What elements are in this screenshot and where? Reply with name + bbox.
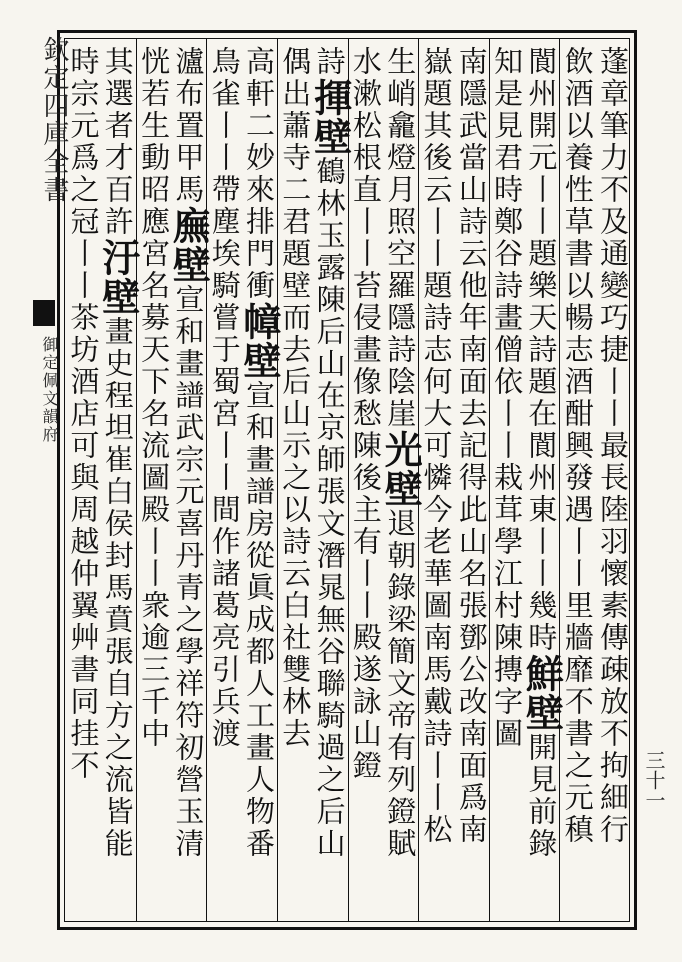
text-segment: 瀘布置甲馬	[171, 46, 206, 206]
text-column	[490, 46, 523, 750]
text-column	[307, 46, 353, 860]
entry-heading: 汙	[95, 238, 141, 277]
text-column	[207, 46, 240, 750]
sub-title: 御定佩文韻府	[40, 336, 59, 444]
text-column	[66, 46, 99, 782]
text-segment: 鶴林玉露陳后山在京師張文潛晁無谷聯騎過之后山	[312, 156, 347, 860]
entry-heading: 廡	[166, 206, 212, 245]
entry-heading: 壁	[378, 469, 424, 508]
entry-heading: 光	[378, 430, 424, 469]
text-segment: 蓬章筆力不及通變巧捷丨丨最長陸羽懷素傳疎放不拘細行	[595, 46, 630, 846]
text-segment: 恍若生動	[137, 46, 172, 174]
entry-heading: 壁	[519, 693, 565, 732]
entry-heading: 鮮	[519, 654, 565, 693]
text-segment: 閬州開元丨丨題樂天詩題在閬州東丨丨幾時	[524, 46, 559, 654]
text-column	[95, 46, 141, 860]
text-column	[419, 46, 452, 846]
text-segment: 宣和畫譜房從眞成都人工畫人物番	[241, 380, 276, 860]
entry-heading: 壁	[236, 341, 282, 380]
text-segment: 畫史程坦崔白侯封馬賁張自方之流皆能	[100, 316, 135, 860]
fishtail-mark	[33, 300, 55, 326]
text-column	[596, 46, 629, 846]
entry-heading: 壁	[166, 245, 212, 284]
text-segment: 詩	[312, 46, 347, 78]
text-segment: 偶出蕭寺二君題壁而去后山示之以詩云白社雙林去	[278, 46, 313, 750]
text-column	[560, 46, 593, 846]
text-segment: 水漱松根直丨丨苔侵畫像愁	[348, 46, 383, 430]
text-column	[378, 46, 424, 860]
text-segment: 昭應宮名募天下名流圖殿丨丨衆逾三千中	[137, 174, 172, 750]
text-column	[137, 46, 170, 750]
entry-heading: 壁	[95, 277, 141, 316]
text-segment: 騎嘗于蜀宮丨丨間作諸葛亮引兵渡	[207, 270, 242, 750]
text-segment: 宣和畫譜武宗元喜丹青之學祥符初營玉清	[171, 284, 206, 860]
page-number: 三十一	[642, 750, 666, 810]
text-column	[455, 46, 488, 846]
text-column	[519, 46, 565, 860]
text-column	[278, 46, 311, 750]
text-segment: 知是見君時鄭谷詩畫僧依丨丨栽茸學江村	[490, 46, 525, 622]
entry-heading: 壁	[307, 117, 353, 156]
text-segment: 開見前錄	[524, 732, 559, 860]
text-segment: 南隱武當山詩云他年南面去記得此山名張鄧公改南面爲南	[454, 46, 489, 846]
text-segment: 陳後主有丨丨殿遂詠山鐙	[348, 430, 383, 782]
text-segment: 陳摶字圖	[490, 622, 525, 750]
text-segment: 嶽題其後云丨丨題詩志何大可憐今老華圖南馬戴詩丨丨松	[419, 46, 454, 846]
text-segment: 飲酒以養性草書以暢志酒酣興發遇丨丨里牆靡不書之元稹	[560, 46, 595, 846]
entry-heading: 幛	[236, 302, 282, 341]
text-segment: 鳥雀丨丨帶塵埃	[207, 46, 242, 270]
text-column	[236, 46, 282, 860]
text-segment: 生峭龕燈月照空羅隱詩陰崖	[383, 46, 418, 430]
book-title: 欽定四庫全書	[39, 36, 69, 204]
text-segment: 丨丨茶坊酒店可與周越仲翼艸書同挂不	[66, 238, 101, 782]
text-segment: 高軒二妙來排門衝	[241, 46, 276, 302]
text-segment: 時宗元爲之冠	[66, 46, 101, 238]
text-segment: 退朝錄梁簡文帝有列鐙賦	[383, 508, 418, 860]
entry-heading: 揮	[307, 78, 353, 117]
text-segment: 其選者才百許	[100, 46, 135, 238]
text-column	[349, 46, 382, 782]
text-column	[166, 46, 212, 860]
